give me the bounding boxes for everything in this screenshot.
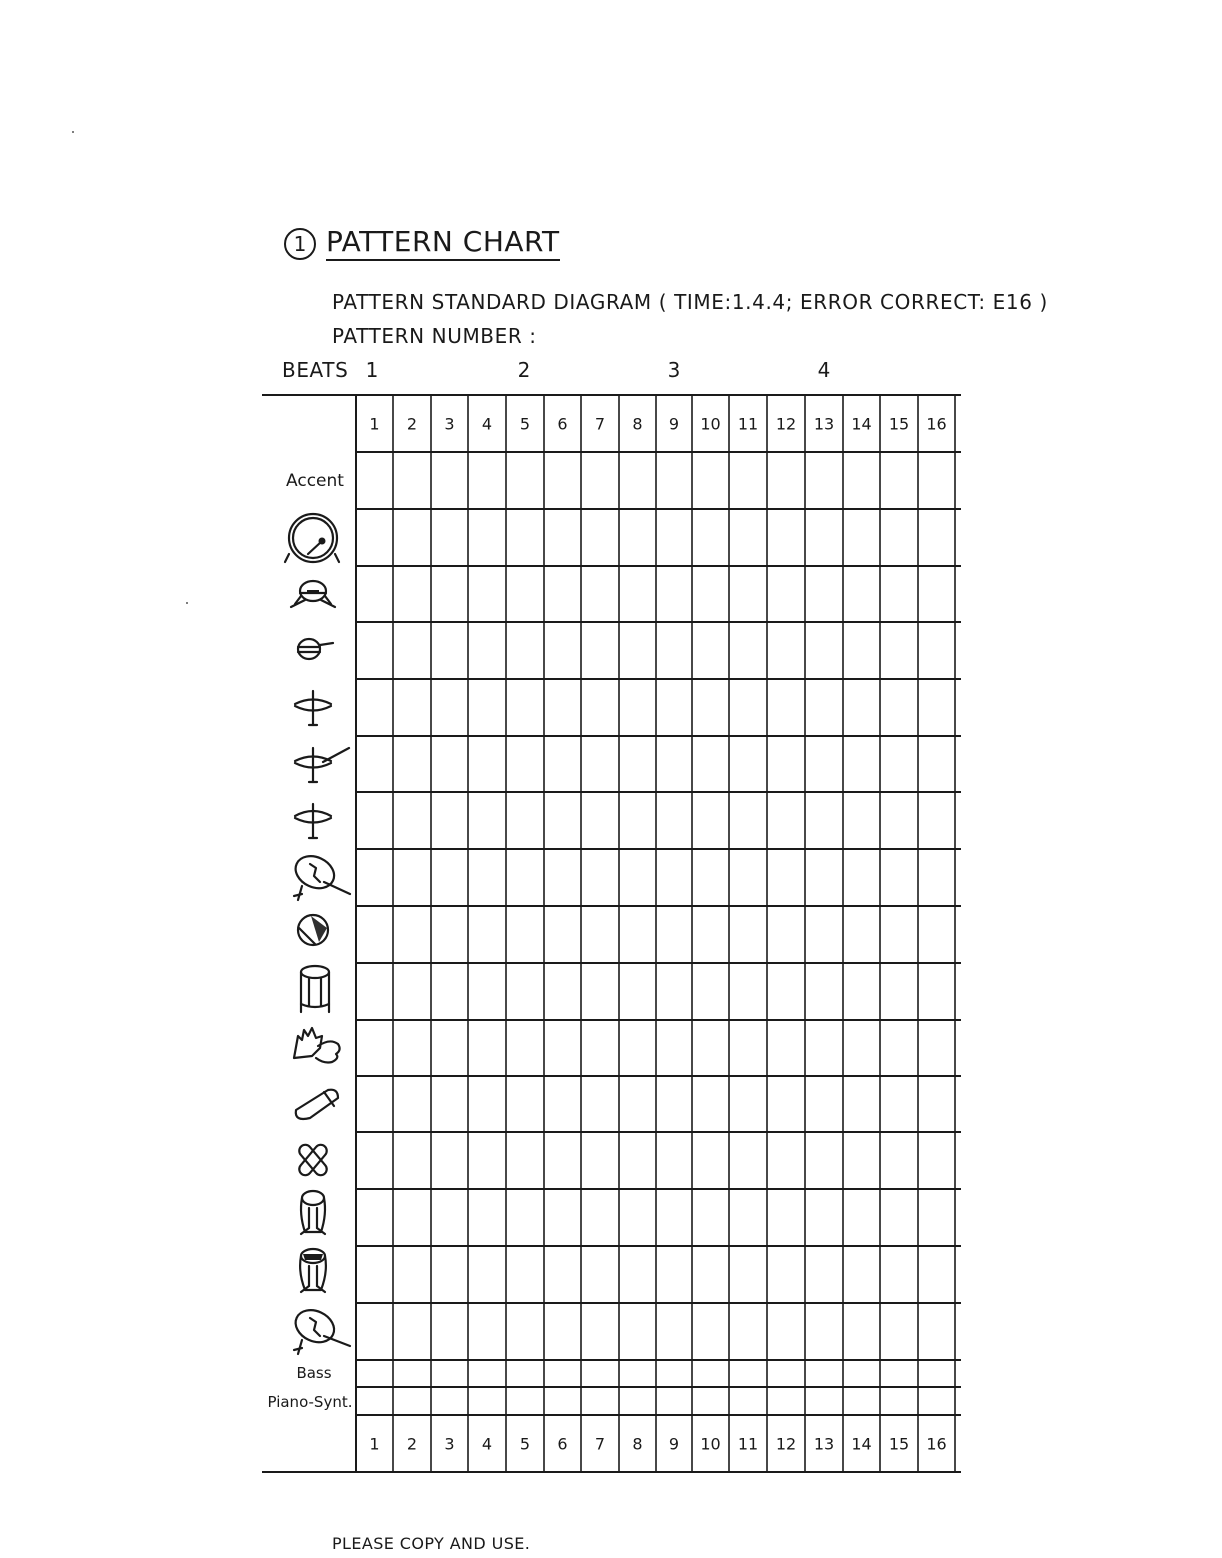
step-number-footer: 8 — [632, 1434, 643, 1454]
closed-hihat-icon — [295, 691, 331, 725]
step-number-header: 7 — [594, 414, 606, 434]
row-label: Accent — [286, 471, 344, 491]
crash-cymbal-icon — [290, 850, 350, 900]
beats-label: BEATS — [282, 358, 349, 382]
step-number-header: 4 — [481, 414, 493, 434]
step-number-footer: 14 — [851, 1434, 872, 1454]
step-number-footer: 11 — [737, 1434, 759, 1454]
claves-icon — [297, 1142, 329, 1177]
hand-clap-icon — [294, 1028, 340, 1063]
step-number-footer: 1 — [369, 1434, 380, 1454]
step-number-header: 15 — [888, 414, 910, 434]
step-number-footer: 12 — [775, 1434, 797, 1454]
footer-note: PLEASE COPY AND USE. — [332, 1534, 531, 1553]
high-conga-icon — [301, 1191, 325, 1234]
cowbell-icon — [296, 1090, 338, 1119]
beat-number: 2 — [517, 358, 531, 382]
tom-drum-icon — [298, 639, 333, 659]
step-number-footer: 3 — [444, 1434, 455, 1454]
page-title: PATTERN CHART — [326, 227, 560, 261]
step-number-header: 14 — [851, 414, 872, 434]
step-number-header: 3 — [444, 414, 455, 434]
step-number-header: 1 — [369, 414, 380, 434]
floor-tom-icon — [301, 966, 329, 1012]
pattern-number-label: PATTERN NUMBER : — [332, 324, 537, 348]
snare-drum-icon — [291, 581, 335, 607]
step-number-footer: 4 — [481, 1434, 493, 1454]
step-number-header: 2 — [406, 414, 418, 434]
low-conga-icon — [300, 1249, 326, 1292]
step-number-footer: 9 — [668, 1434, 680, 1454]
bass-drum-icon — [285, 514, 339, 562]
step-number-header: 8 — [632, 414, 643, 434]
step-number-header: 6 — [557, 414, 568, 434]
step-number-header: 11 — [737, 414, 759, 434]
section-number: 1 — [284, 228, 316, 260]
step-number-footer: 10 — [700, 1434, 721, 1454]
step-number-footer: 5 — [519, 1434, 531, 1454]
row-label: Bass — [296, 1364, 332, 1382]
row-label: Piano-Synt. — [267, 1393, 353, 1411]
step-number-header: 5 — [519, 414, 531, 434]
step-number-footer: 6 — [557, 1434, 568, 1454]
step-number-footer: 15 — [888, 1434, 910, 1454]
beat-number: 1 — [365, 358, 379, 382]
ride-cymbal-icon — [295, 804, 331, 838]
step-number-header: 12 — [775, 414, 797, 434]
step-number-footer: 13 — [813, 1434, 835, 1454]
step-number-header: 13 — [813, 414, 835, 434]
step-number-header: 16 — [926, 414, 947, 434]
diagram-subtitle: PATTERN STANDARD DIAGRAM ( TIME:1.4.4; ERROR CORRECT: E16 ) — [332, 290, 1048, 314]
step-number-footer: 16 — [926, 1434, 947, 1454]
step-number-footer: 7 — [594, 1434, 606, 1454]
beat-number: 4 — [817, 358, 831, 382]
step-number-header: 9 — [668, 414, 680, 434]
rim-shot-icon — [298, 915, 328, 945]
open-hihat-icon — [295, 748, 349, 782]
china-cymbal-icon — [290, 1304, 350, 1354]
step-number-footer: 2 — [406, 1434, 418, 1454]
step-number-header: 10 — [700, 414, 721, 434]
beat-number: 3 — [667, 358, 681, 382]
